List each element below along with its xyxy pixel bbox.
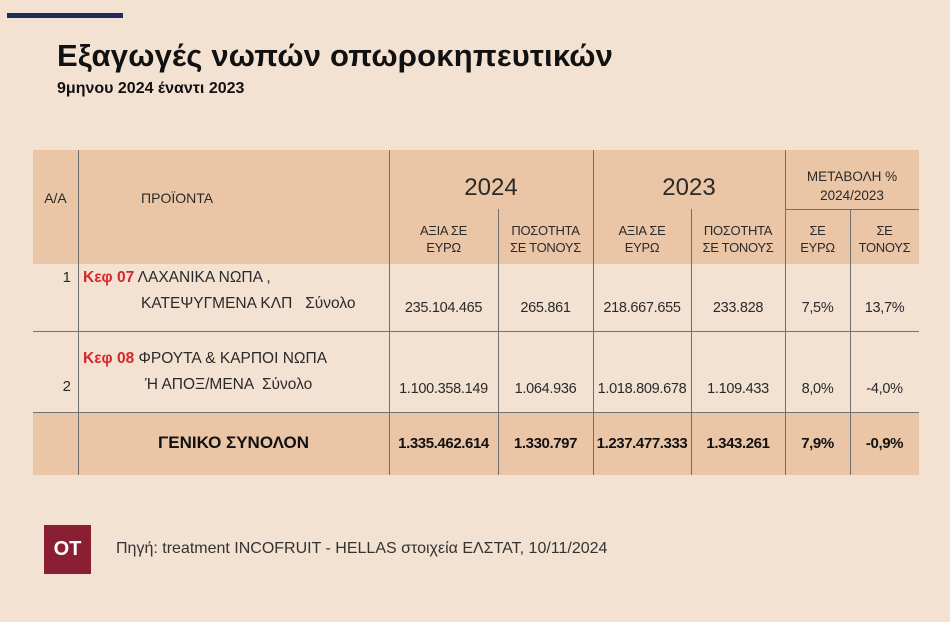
total-value-2023: 1.237.477.333 xyxy=(596,435,688,452)
row-1-qty-2023: 233.828 xyxy=(712,300,764,316)
subheader-pct-euro xyxy=(785,222,850,256)
ot-logo: OT xyxy=(44,525,91,574)
subheader-line: ΕΥΡΩ xyxy=(624,240,660,255)
row-1-aa: 1 xyxy=(62,269,71,286)
subheader-qty-2024 xyxy=(498,222,593,256)
col-divider xyxy=(78,150,79,475)
source-note: Πηγή: treatment INCOFRUIT - HELLAS στοιχεία ΕΛΣΤΑΤ, 10/11/2024 xyxy=(116,540,608,557)
subheader-line: ΤΟΝΟΥΣ xyxy=(858,240,911,255)
row-2-qty-2023: 1.109.433 xyxy=(707,381,769,397)
subheader-line: ΣΕ xyxy=(876,223,893,238)
row-1-name-line2: ΚΑΤΕΨΥΓΜΕΝΑ ΚΛΠ Σύνολο xyxy=(141,295,356,312)
row-2-product-line1 xyxy=(83,350,327,368)
subheader-line: ΕΥΡΩ xyxy=(426,240,461,255)
row-1-qty-2024: 265.861 xyxy=(520,300,571,316)
row-2-pct-euro: 8,0% xyxy=(801,381,834,397)
subheader-line: ΕΥΡΩ xyxy=(800,240,835,255)
row-1-value-2024: 235.104.465 xyxy=(404,300,483,316)
subheader-qty-2023 xyxy=(691,222,785,256)
row-2-qty-2024: 1.064.936 xyxy=(514,381,577,397)
header-change-label: ΜΕΤΑΒΟΛΗ % xyxy=(806,169,898,184)
row-divider xyxy=(33,331,919,332)
row-1-chapter: Κεφ 07 xyxy=(83,269,135,286)
row-1-pct-tons: 13,7% xyxy=(864,300,905,316)
header-year-2024: 2024 xyxy=(464,174,518,201)
subheader-pct-tons xyxy=(850,222,919,256)
subheader-value-2023 xyxy=(593,222,691,256)
page-subtitle: 9μηνου 2024 έναντι 2023 xyxy=(57,80,245,97)
subheader-line: ΠΟΣΟΤΗΤΑ xyxy=(511,223,580,238)
subheader-line: ΣΕ ΤΟΝΟΥΣ xyxy=(510,240,581,255)
header-change xyxy=(785,167,919,205)
change-divider xyxy=(785,209,919,210)
total-label: ΓΕΝΙΚΟ ΣΥΝΟΛΟΝ xyxy=(158,433,309,452)
subheader-line: ΣΕ ΤΟΝΟΥΣ xyxy=(702,240,774,255)
row-2-chapter: Κεφ 08 xyxy=(83,350,135,367)
row-2-pct-tons: -4,0% xyxy=(866,381,903,397)
total-pct-euro: 7,9% xyxy=(801,435,834,452)
row-2-name-line1: ΦΡΟΥΤΑ & ΚΑΡΠΟΙ ΝΩΠΑ xyxy=(138,350,328,367)
total-pct-tons: -0,9% xyxy=(865,435,904,452)
subheader-line: ΠΟΣΟΤΗΤΑ xyxy=(703,223,773,238)
header-products: ΠΡΟΪΟΝΤΑ xyxy=(141,190,214,206)
row-2-name-line2: Ή ΑΠΟΞ/ΜΕΝΑ Σύνολο xyxy=(145,376,313,393)
subheader-line: ΑΞΙΑ ΣΕ xyxy=(618,223,666,238)
row-divider xyxy=(33,412,919,413)
header-year-2023: 2023 xyxy=(662,174,716,201)
total-qty-2023: 1.343.261 xyxy=(706,435,770,452)
subheader-value-2024 xyxy=(389,222,498,256)
row-1-value-2023: 218.667.655 xyxy=(603,300,681,316)
header-aa: Α/Α xyxy=(44,190,67,206)
total-value-2024: 1.335.462.614 xyxy=(398,435,489,452)
row-1-product-line1 xyxy=(83,269,271,287)
row-2-value-2024: 1.100.358.149 xyxy=(399,381,488,397)
header-change-years: 2024/2023 xyxy=(820,188,884,203)
page-title: Εξαγωγές νωπών οπωροκηπευτικών xyxy=(57,38,614,73)
total-qty-2024: 1.330.797 xyxy=(513,435,578,452)
subheader-line: ΣΕ xyxy=(809,223,826,238)
export-table xyxy=(33,150,919,475)
subheader-line: ΑΞΙΑ ΣΕ xyxy=(420,223,467,238)
accent-bar xyxy=(7,13,123,18)
row-1-pct-euro: 7,5% xyxy=(801,300,834,316)
row-2-value-2023: 1.018.809.678 xyxy=(597,381,687,397)
row-2-aa: 2 xyxy=(62,378,71,395)
row-1-name-line1: ΛΑΧΑΝΙΚΑ ΝΩΠΑ , xyxy=(137,269,271,286)
